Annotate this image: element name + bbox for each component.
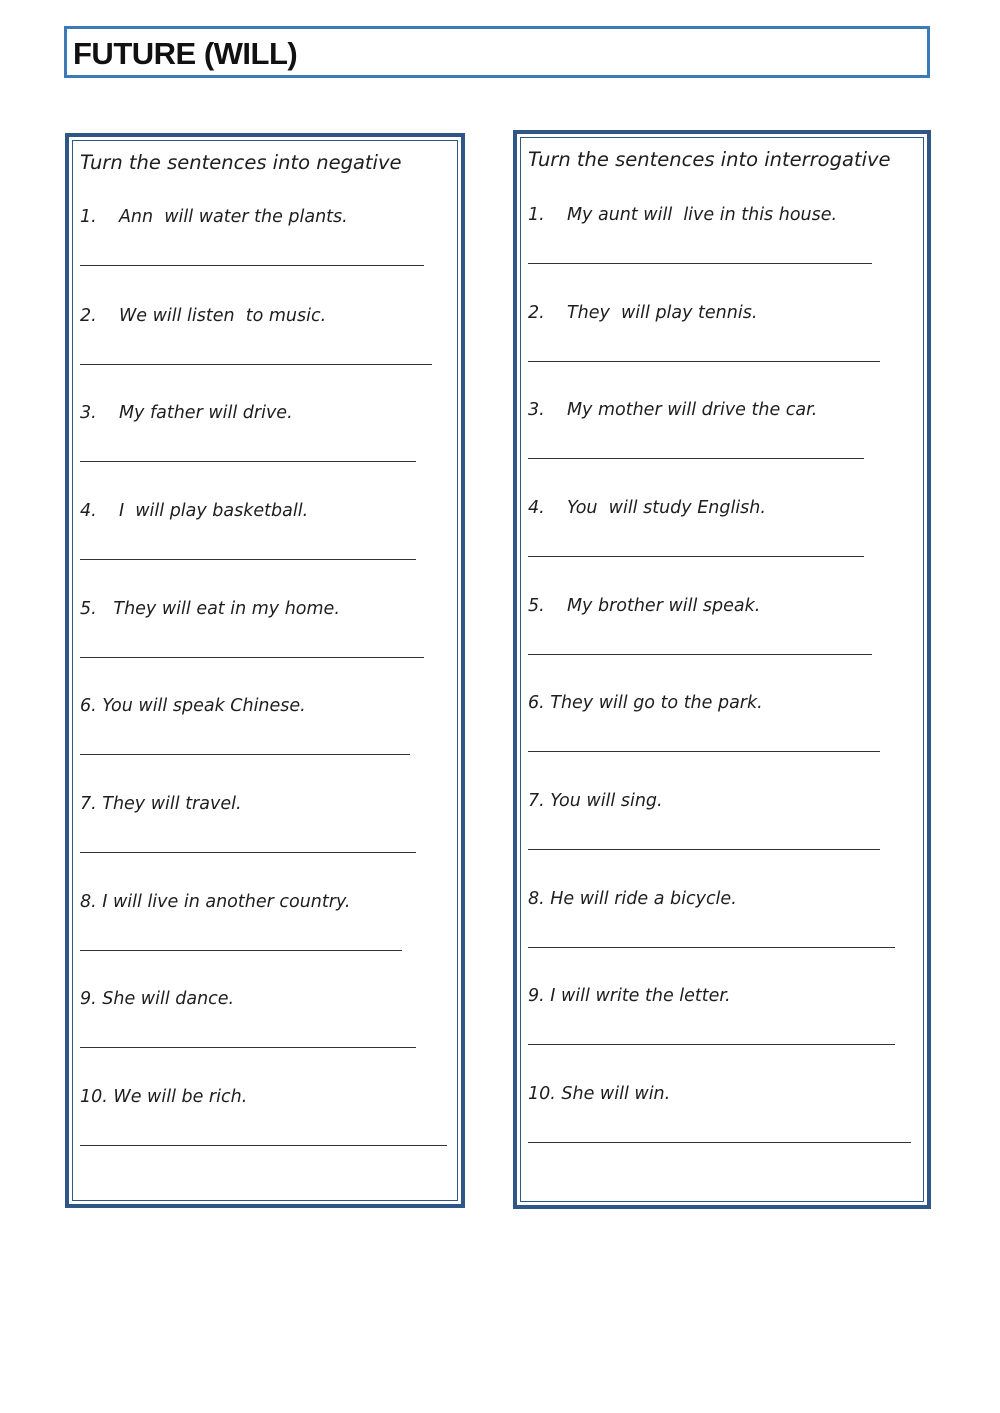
interrogative-answer-line-8[interactable] — [528, 947, 895, 948]
interrogative-item-9: 9. I will write the letter. — [528, 986, 731, 1006]
interrogative-instruction: Turn the sentences into interrogative — [528, 148, 891, 171]
negative-answer-line-1[interactable] — [80, 265, 424, 266]
interrogative-item-4: 4. You will study English. — [528, 498, 766, 518]
interrogative-exercise-panel — [513, 130, 931, 1209]
interrogative-item-10: 10. She will win. — [528, 1084, 671, 1104]
interrogative-item-3: 3. My mother will drive the car. — [528, 400, 818, 420]
interrogative-answer-line-9[interactable] — [528, 1044, 895, 1045]
negative-answer-line-6[interactable] — [80, 754, 410, 755]
negative-answer-line-7[interactable] — [80, 852, 416, 853]
negative-item-5: 5. They will eat in my home. — [80, 599, 340, 619]
negative-instruction: Turn the sentences into negative — [80, 151, 402, 174]
negative-answer-line-5[interactable] — [80, 657, 424, 658]
negative-answer-line-10[interactable] — [80, 1145, 447, 1146]
interrogative-answer-line-5[interactable] — [528, 654, 872, 655]
negative-item-1: 1. Ann will water the plants. — [80, 207, 348, 227]
negative-item-9: 9. She will dance. — [80, 989, 235, 1009]
interrogative-answer-line-1[interactable] — [528, 263, 872, 264]
interrogative-answer-line-6[interactable] — [528, 751, 880, 752]
interrogative-answer-line-7[interactable] — [528, 849, 880, 850]
title-box — [64, 26, 930, 78]
negative-item-6: 6. You will speak Chinese. — [80, 696, 306, 716]
negative-answer-line-8[interactable] — [80, 950, 402, 951]
negative-answer-line-3[interactable] — [80, 461, 416, 462]
interrogative-item-2: 2. They will play tennis. — [528, 303, 758, 323]
negative-item-2: 2. We will listen to music. — [80, 306, 327, 326]
negative-item-3: 3. My father will drive. — [80, 403, 293, 423]
negative-item-4: 4. I will play basketball. — [80, 501, 309, 521]
negative-item-7: 7. They will travel. — [80, 794, 242, 814]
interrogative-item-6: 6. They will go to the park. — [528, 693, 763, 713]
negative-item-10: 10. We will be rich. — [80, 1087, 248, 1107]
interrogative-item-7: 7. You will sing. — [528, 791, 663, 811]
interrogative-answer-line-4[interactable] — [528, 556, 864, 557]
interrogative-item-5: 5. My brother will speak. — [528, 596, 761, 616]
negative-exercise-panel-inner — [72, 140, 458, 1201]
negative-item-8: 8. I will live in another country. — [80, 892, 351, 912]
page-title: FUTURE (WILL) — [73, 36, 298, 71]
interrogative-item-8: 8. He will ride a bicycle. — [528, 889, 737, 909]
negative-answer-line-9[interactable] — [80, 1047, 416, 1048]
negative-exercise-panel — [65, 133, 465, 1208]
interrogative-answer-line-10[interactable] — [528, 1142, 911, 1143]
interrogative-answer-line-2[interactable] — [528, 361, 880, 362]
interrogative-answer-line-3[interactable] — [528, 458, 864, 459]
negative-answer-line-4[interactable] — [80, 559, 416, 560]
negative-answer-line-2[interactable] — [80, 364, 432, 365]
interrogative-item-1: 1. My aunt will live in this house. — [528, 205, 838, 225]
interrogative-exercise-panel-inner — [520, 137, 924, 1202]
